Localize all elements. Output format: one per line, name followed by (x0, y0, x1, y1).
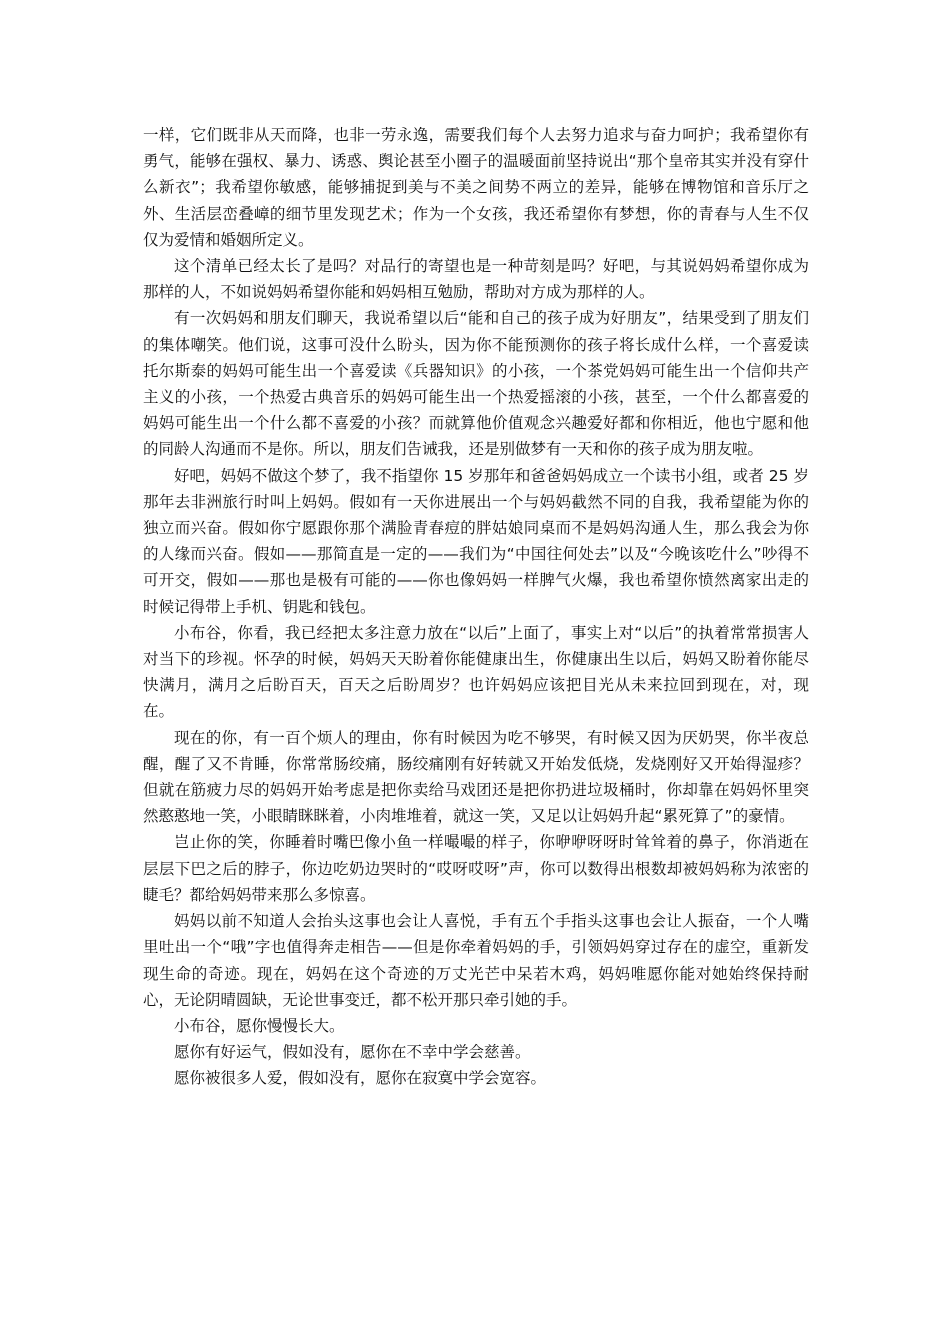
paragraph: 岂止你的笑，你睡着时嘴巴像小鱼一样嘬嘬的样子，你咿咿呀呀时耸耸着的鼻子，你消逝在层层下巴之后的脖子，你边吃奶边哭时的“哎呀哎呀”声，你可以数得出根数却被妈妈称为浓密的睫毛？都给妈妈带来那么多惊喜。 (143, 833, 809, 904)
document-body (143, 122, 809, 1092)
paragraph: 小布谷，你看，我已经把太多注意力放在“以后”上面了，事实上对“以后”的执着常常损害人对当下的珍视。怀孕的时候，妈妈天天盼着你能健康出生，你健康出生以后，妈妈又盼着你能尽快满月，满月之后盼百天，百天之后盼周岁？也许妈妈应该把目光从未来拉回到现在，对，现在。 (143, 623, 809, 721)
paragraph: 小布谷，愿你慢慢长大。 (174, 1016, 345, 1035)
paragraph: 愿你被很多人爱，假如没有，愿你在寂寞中学会宽容。 (174, 1069, 547, 1088)
paragraph: 这个清单已经太长了是吗？对品行的寄望也是一种苛刻是吗？好吧，与其说妈妈希望你成为那样的人，不如说妈妈希望你能和妈妈相互勉励，帮助对方成为那样的人。 (143, 257, 809, 302)
paragraph: 妈妈以前不知道人会抬头这事也会让人喜悦，手有五个手指头这事也会让人振奋，一个人嘴里吐出一个“哦”字也值得奔走相告——但是你牵着妈妈的手，引领妈妈穿过存在的虚空，重新发现生命的奇迹。现在，妈妈在这个奇迹的万丈光芒中呆若木鸡，妈妈唯愿你能对她始终保持耐心，无论阴晴圆缺，无论世事变迁，都不松开那只牵引她的手。 (143, 912, 809, 1009)
paragraph: 现在的你，有一百个烦人的理由，你有时候因为吃不够哭，有时候又因为厌奶哭，你半夜总醒，醒了又不肯睡，你常常肠绞痛，肠绞痛刚有好转就又开始发低烧，发烧刚好又开始得湿疹？但就在筋疲力尽的妈妈开始考虑是把你卖给马戏团还是把你扔进垃圾桶时，你却靠在妈妈怀里突然憨憨地一笑，小眼睛眯眯着，小肉堆堆着，就这一笑，又足以让妈妈升起“累死算了”的豪情。 (143, 728, 809, 826)
paragraph: 好吧，妈妈不做这个梦了，我不指望你 15 岁那年和爸爸妈妈成立一个读书小组，或者 25 岁那年去非洲旅行时叫上妈妈。假如有一天你进展出一个与妈妈截然不同的自我，我希望能为你的独立而兴奋。假如你宁愿跟你那个满脸青春痘的胖姑娘同桌而不是妈妈沟通人生，那么我会为你的人缘而兴奋。假如——那简直是一定的——我们为“中国往何处去”以及“今晚该吃什么”吵得不可开交，假如——那也是极有可能的——你也像妈妈一样脾气火爆，我也希望你愤然离家出走的时候记得带上手机、钥匙和钱包。 (143, 466, 809, 616)
paragraph: 愿你有好运气，假如没有，愿你在不幸中学会慈善。 (174, 1043, 531, 1062)
paragraph: 有一次妈妈和朋友们聊天，我说希望以后“能和自己的孩子成为好朋友”，结果受到了朋友们的集体嘲笑。他们说，这事可没什么盼头，因为你不能预测你的孩子将长成什么样，一个喜爱读托尔斯泰的妈妈可能生出一个喜爱读《兵器知识》的小孩，一个茶党妈妈可能生出一个信仰共产主义的小孩，一个热爱古典音乐的妈妈可能生出一个热爱摇滚的小孩，甚至，一个什么都喜爱的妈妈可能生出一个什么都不喜爱的小孩？而就算他价值观念兴趣爱好都和你相近，他也宁愿和他的同龄人沟通而不是你。所以，朋友们告诫我，还是别做梦有一天和你的孩子成为朋友啦。 (143, 309, 809, 459)
paragraph-continuation: 一样，它们既非从天而降，也非一劳永逸，需要我们每个人去努力追求与奋力呵护；我希望你有勇气，能够在强权、暴力、诱惑、舆论甚至小圈子的温暖面前坚持说出“那个皇帝其实并没有穿什么新衣”；我希望你敏感，能够捕捉到美与不美之间势不两立的差异，能够在博物馆和音乐厅之外、生活层峦叠嶂的细节里发现艺术；作为一个女孩，我还希望你有梦想，你的青春与人生不仅仅为爱情和婚姻所定义。 (143, 126, 809, 249)
